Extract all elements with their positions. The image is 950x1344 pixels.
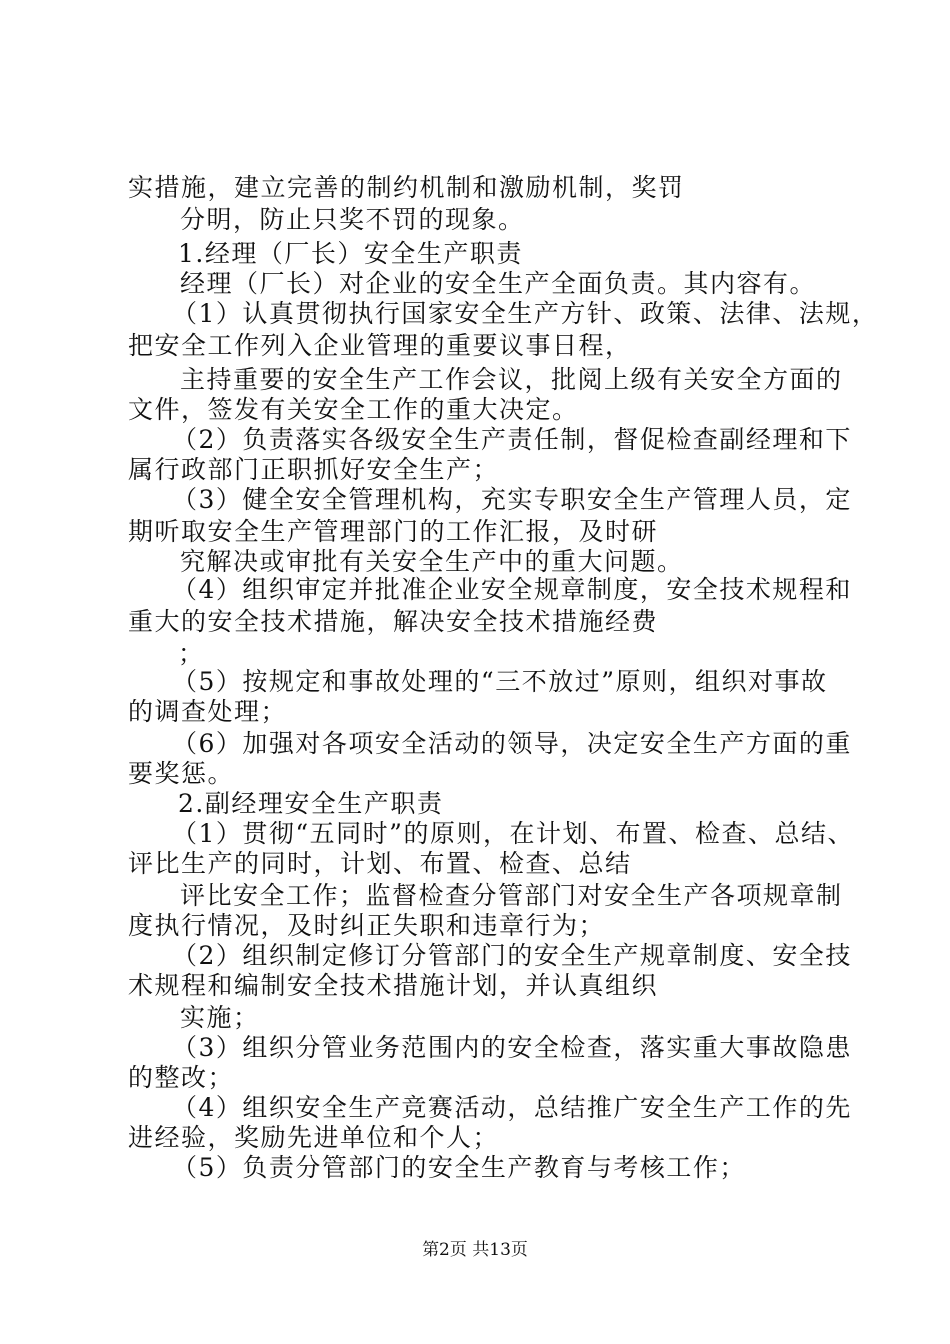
text-line: （3）组织分管业务范围内的安全检查，落实重大事故隐患 [172, 1033, 852, 1062]
section-heading: 1.经理（厂长）安全生产职责 [178, 239, 523, 268]
text-line: （4）组织安全生产竞赛活动，总结推广安全生产工作的先 [172, 1093, 852, 1122]
text-line: （4）组织审定并批准企业安全规章制度，安全技术规程和 [172, 575, 852, 604]
section-heading: 2.副经理安全生产职责 [178, 789, 444, 818]
text-line: 究解决或审批有关安全生产中的重大问题。 [180, 547, 684, 576]
text-line: （6）加强对各项安全活动的领导，决定安全生产方面的重 [172, 729, 852, 758]
text-line: 实施； [180, 1003, 260, 1032]
text-line: （2）负责落实各级安全生产责任制，督促检查副经理和下 [172, 425, 852, 454]
text-line: 属行政部门正职抓好安全生产； [128, 455, 500, 484]
text-line: 评比安全工作；监督检查分管部门对安全生产各项规章制 [180, 881, 843, 910]
text-line: 文件，签发有关安全工作的重大决定。 [128, 395, 579, 424]
text-line: 要奖惩。 [128, 759, 235, 788]
text-line: 度执行情况，及时纠正失职和违章行为； [128, 911, 606, 940]
page-number-footer: 第2页 共13页 [422, 1240, 528, 1260]
text-line: 经理（厂长）对企业的安全生产全面负责。其内容有。 [180, 269, 817, 298]
text-line: （5）负责分管部门的安全生产教育与考核工作； [172, 1153, 746, 1182]
text-line: 的整改； [128, 1063, 235, 1092]
text-line: 期听取安全生产管理部门的工作汇报，及时研 [128, 517, 659, 546]
text-line: 实措施，建立完善的制约机制和激励机制，奖罚 [128, 173, 685, 202]
text-line: （1）认真贯彻执行国家安全生产方针、政策、法律、法规， [172, 299, 879, 328]
text-line: 进经验，奖励先进单位和个人； [128, 1123, 500, 1152]
text-line: （2）组织制定修订分管部门的安全生产规章制度、安全技 [172, 941, 852, 970]
text-line: （1）贯彻“五同时”的原则，在计划、布置、检查、总结、 [172, 819, 854, 848]
text-line: （3）健全安全管理机构，充实专职安全生产管理人员，定 [172, 485, 852, 514]
text-line: 把安全工作列入企业管理的重要议事日程， [128, 331, 632, 360]
text-line: 主持重要的安全生产工作会议，批阅上级有关安全方面的 [180, 365, 843, 394]
text-line: ； [178, 639, 205, 668]
text-line: 术规程和编制安全技术措施计划，并认真组织 [128, 971, 659, 1000]
text-line: 分明，防止只奖不罚的现象。 [180, 205, 525, 234]
text-line: 评比生产的同时，计划、布置、检查、总结 [128, 849, 632, 878]
text-line: （5）按规定和事故处理的“三不放过”原则，组织对事故 [172, 667, 828, 696]
text-line: 重大的安全技术措施，解决安全技术措施经费 [128, 607, 659, 636]
text-line: 的调查处理； [128, 697, 288, 726]
